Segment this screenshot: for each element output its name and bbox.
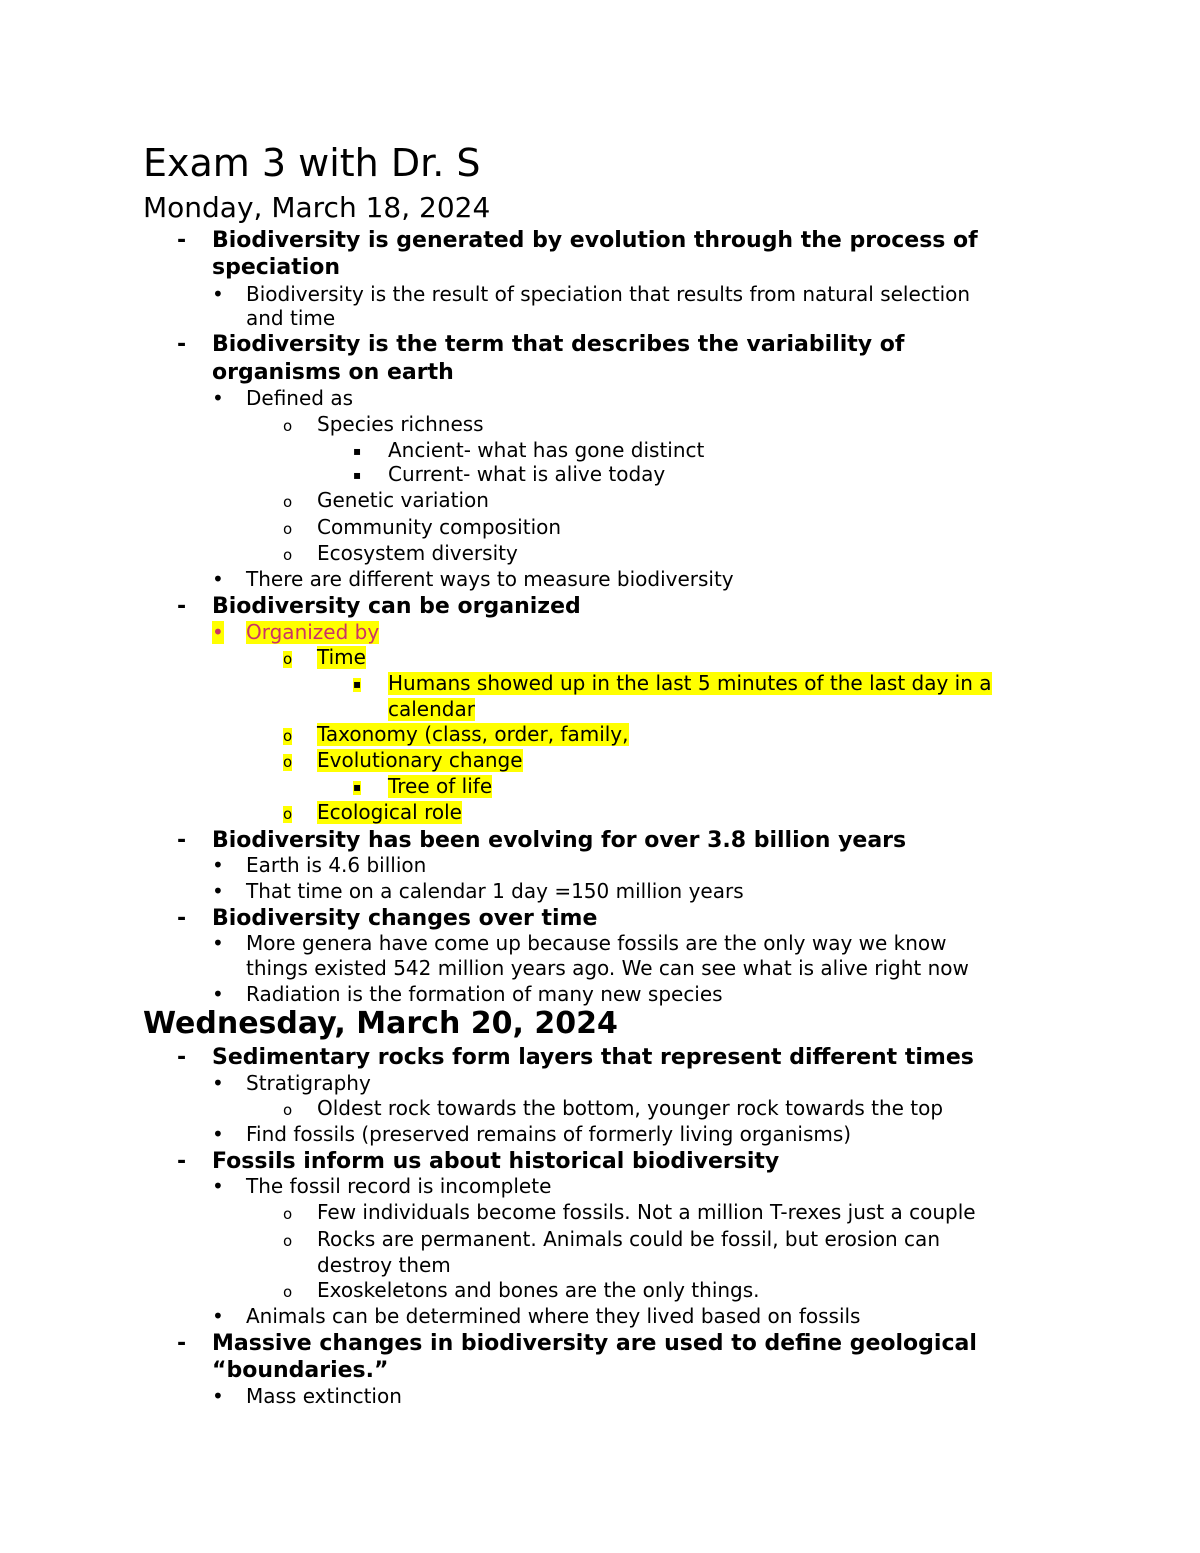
sub-list-item: Species richness	[317, 412, 484, 436]
sub-sub-list-item: Tree of life	[388, 774, 493, 798]
sub-list-item: Few individuals become fossils. Not a million T-rexes just a couple	[317, 1200, 976, 1224]
topic-heading: speciation	[212, 255, 341, 280]
circle-marker: o	[283, 546, 293, 564]
list-item: That time on a calendar 1 day =150 million years	[246, 879, 744, 903]
sub-list-item: Genetic variation	[317, 488, 489, 512]
circle-marker: o	[283, 1205, 293, 1223]
list-item: There are different ways to measure biodiversity	[246, 567, 734, 591]
topic-heading: Biodiversity can be organized	[212, 594, 581, 619]
list-item: Stratigraphy	[246, 1071, 371, 1095]
sub-list-item: Community composition	[317, 515, 562, 539]
topic-heading: Massive changes in biodiversity are used to define geological	[212, 1331, 977, 1356]
sub-list-item: Taxonomy (class, order, family,	[317, 722, 629, 746]
list-item: Biodiversity is the result of speciation that results from natural selection	[246, 282, 971, 306]
bullet-marker: •	[212, 1174, 224, 1198]
circle-marker: o	[283, 805, 293, 823]
list-item: Earth is 4.6 billion	[246, 853, 427, 877]
section-date: Monday, March 18, 2024	[143, 191, 491, 224]
sub-list-item: Exoskeletons and bones are the only things.	[317, 1278, 760, 1302]
bullet-marker: •	[212, 931, 224, 955]
sub-list-item: Time	[317, 645, 366, 669]
sub-list-item: Ecological role	[317, 800, 462, 824]
bullet-marker: •	[212, 1122, 224, 1146]
list-item: The fossil record is incomplete	[246, 1174, 552, 1198]
section-date: Wednesday, March 20, 2024	[143, 1006, 618, 1041]
list-item: Organized by	[246, 620, 380, 644]
sub-sub-list-item: calendar	[388, 697, 475, 721]
bullet-marker: •	[212, 620, 224, 644]
topic-heading: Fossils inform us about historical biodiversity	[212, 1149, 780, 1174]
square-marker: ▪	[353, 444, 362, 458]
square-marker: ▪	[353, 468, 362, 482]
list-item: and time	[246, 306, 336, 330]
sub-list-item: Rocks are permanent. Animals could be fossil, but erosion can	[317, 1227, 940, 1251]
topic-heading: “boundaries.”	[212, 1358, 389, 1383]
circle-marker: o	[283, 650, 293, 668]
list-item: Find fossils (preserved remains of formerly living organisms)	[246, 1122, 852, 1146]
sub-sub-list-item: Current- what is alive today	[388, 462, 666, 486]
circle-marker: o	[283, 520, 293, 538]
dash-marker: -	[177, 1331, 187, 1356]
square-marker: ▪	[353, 780, 362, 794]
dash-marker: -	[177, 906, 187, 931]
bullet-marker: •	[212, 853, 224, 877]
page-title: Exam 3 with Dr. S	[143, 141, 481, 185]
topic-heading: Biodiversity has been evolving for over 3.8 billion years	[212, 828, 907, 853]
bullet-marker: •	[212, 282, 224, 306]
circle-marker: o	[283, 727, 293, 745]
sub-list-item: Oldest rock towards the bottom, younger rock towards the top	[317, 1096, 944, 1120]
bullet-marker: •	[212, 1071, 224, 1095]
dash-marker: -	[177, 1045, 187, 1070]
dash-marker: -	[177, 594, 187, 619]
bullet-marker: •	[212, 1304, 224, 1328]
list-item: Mass extinction	[246, 1384, 402, 1408]
circle-marker: o	[283, 417, 293, 435]
topic-heading: Sedimentary rocks form layers that represent different times	[212, 1045, 974, 1070]
dash-marker: -	[177, 828, 187, 853]
bullet-marker: •	[212, 1384, 224, 1408]
circle-marker: o	[283, 1283, 293, 1301]
bullet-marker: •	[212, 982, 224, 1006]
sub-list-item: destroy them	[317, 1253, 451, 1277]
topic-heading: Biodiversity is generated by evolution through the process of	[212, 228, 978, 253]
topic-heading: organisms on earth	[212, 360, 454, 385]
circle-marker: o	[283, 1232, 293, 1250]
circle-marker: o	[283, 493, 293, 511]
dash-marker: -	[177, 332, 187, 357]
sub-list-item: Ecosystem diversity	[317, 541, 518, 565]
topic-heading: Biodiversity changes over time	[212, 906, 598, 931]
list-item: things existed 542 million years ago. We can see what is alive right now	[246, 956, 969, 980]
circle-marker: o	[283, 753, 293, 771]
bullet-marker: •	[212, 879, 224, 903]
circle-marker: o	[283, 1101, 293, 1119]
list-item: Radiation is the formation of many new species	[246, 982, 723, 1006]
sub-sub-list-item: Humans showed up in the last 5 minutes of the last day in a	[388, 671, 992, 695]
sub-sub-list-item: Ancient- what has gone distinct	[388, 438, 705, 462]
dash-marker: -	[177, 1149, 187, 1174]
bullet-marker: •	[212, 567, 224, 591]
square-marker: ▪	[353, 677, 362, 691]
dash-marker: -	[177, 228, 187, 253]
list-item: Defined as	[246, 386, 354, 410]
bullet-marker: •	[212, 386, 224, 410]
topic-heading: Biodiversity is the term that describes the variability of	[212, 332, 905, 357]
list-item: Animals can be determined where they lived based on fossils	[246, 1304, 861, 1328]
sub-list-item: Evolutionary change	[317, 748, 523, 772]
list-item: More genera have come up because fossils are the only way we know	[246, 931, 947, 955]
